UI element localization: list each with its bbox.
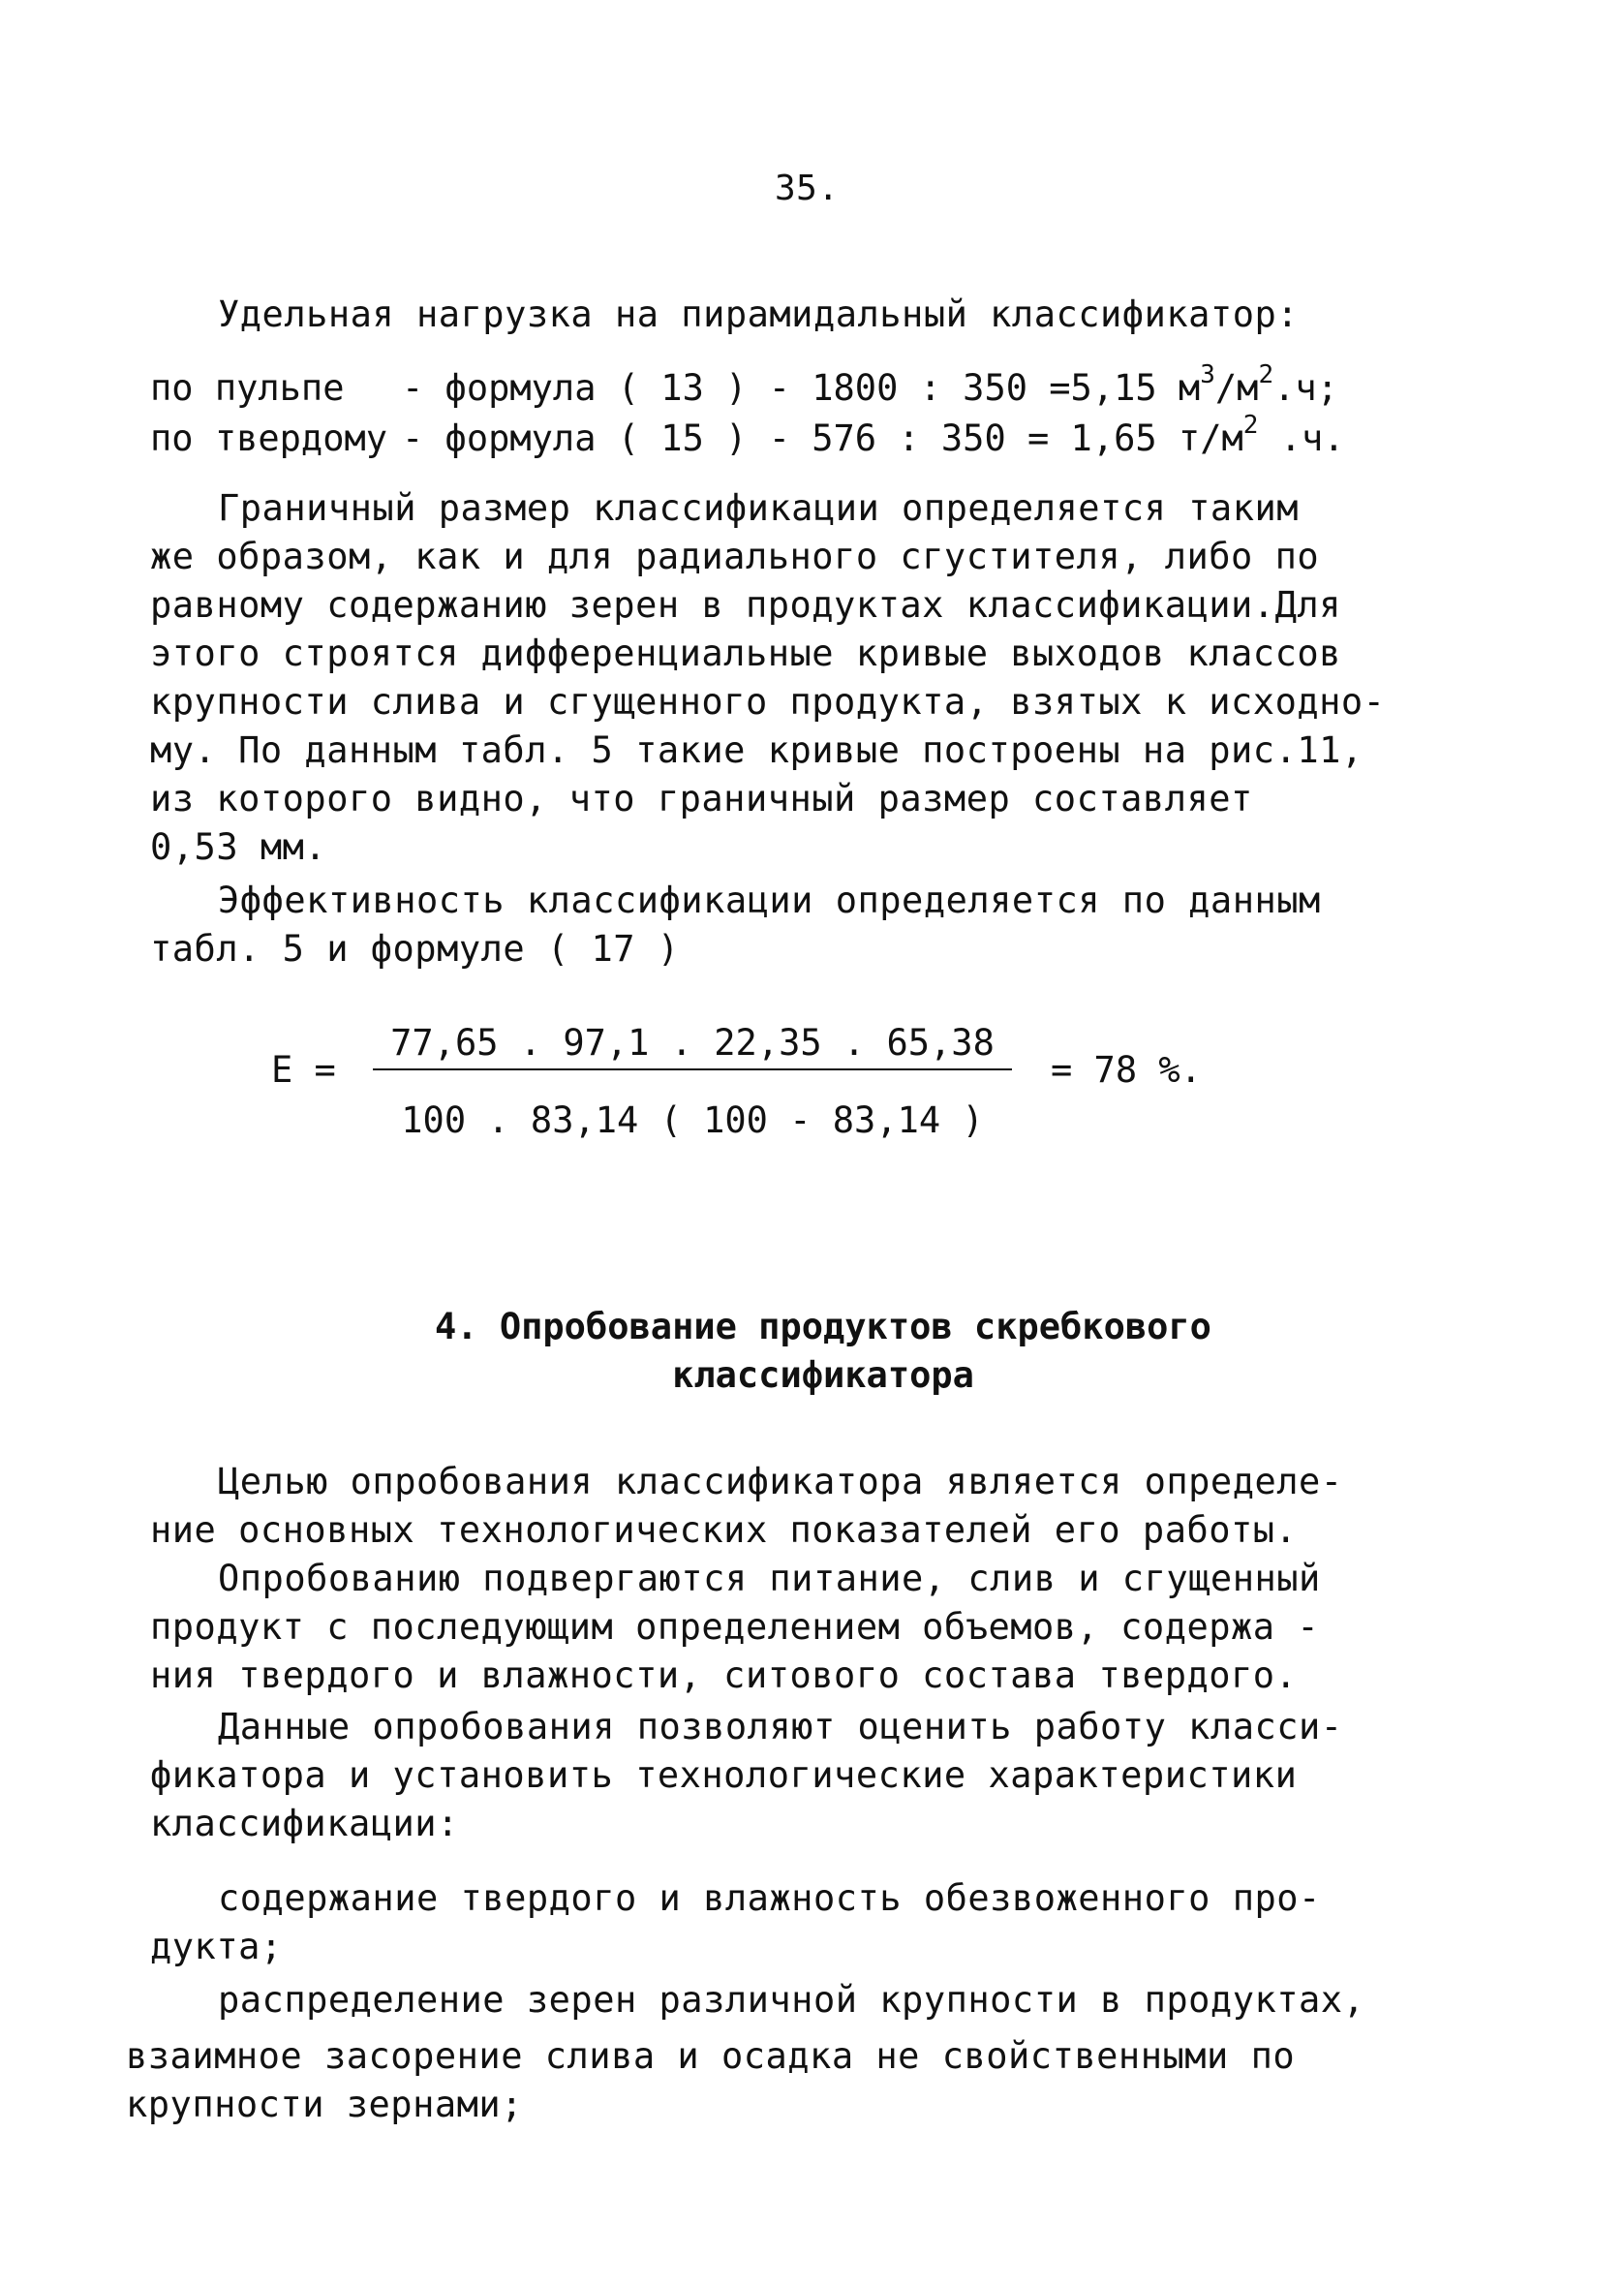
text-line: дукта; — [150, 1926, 283, 1967]
text-line: Эффективность классификации определяется по данным — [218, 880, 1321, 921]
text-line: табл. 5 и формуле ( 17 ) — [150, 928, 680, 970]
load-row-solids — [150, 411, 1345, 463]
text-line: из которого видно, что граничный размер составляет — [150, 778, 1253, 819]
paragraph-efficiency — [150, 877, 1496, 974]
text-line: крупности зернами; — [126, 2084, 523, 2125]
text-line: распределение зерен различной крупности в продуктах, — [218, 1979, 1365, 2021]
load-row-label: по твердому — [150, 417, 388, 459]
text-line: Целью опробования классификатора является определе- — [218, 1461, 1343, 1502]
paragraph-data — [150, 1703, 1496, 1848]
load-row-pulp — [150, 360, 1338, 413]
text-line: ния твердого и влажности, ситового состава твердого. — [150, 1654, 1298, 1696]
text-line: же образом, как и для радиального сгустителя, либо по — [150, 536, 1320, 577]
text-line: взаимное засорение слива и осадка не свойственными по — [126, 2035, 1296, 2077]
formula-denominator: 100 . 83,14 ( 100 - 83,14 ) — [401, 1099, 984, 1141]
load-row-sup: 2 — [1242, 411, 1259, 440]
list-item-distribution — [126, 1976, 1472, 2129]
text-line: продукт с последующим определением объемов, содержа - — [150, 1606, 1320, 1648]
text-line: содержание твердого и влажность обезвоженного про- — [218, 1877, 1321, 1919]
text-line: равному содержанию зерен в продуктах классификации.Для — [150, 584, 1341, 626]
paragraph-goal — [150, 1458, 1496, 1555]
formula-result: = 78 %. — [1051, 1049, 1202, 1091]
load-row-sup: 3 — [1200, 360, 1215, 389]
formula-lhs: E = — [271, 1049, 336, 1091]
load-row-tail: .ч. — [1258, 417, 1345, 459]
text-line: этого строятся дифференциальные кривые выходов классов — [150, 633, 1341, 674]
page-number: 35. — [775, 169, 840, 208]
text-line: классификации: — [150, 1803, 459, 1844]
section-title-line: 4. Опробование продуктов скребкового — [435, 1306, 1211, 1347]
text-line: Опробованию подвергаются питание, слив и сгущенный — [218, 1558, 1321, 1599]
section-title — [150, 1303, 1496, 1400]
paragraph-boundary-size — [150, 484, 1496, 872]
load-row-mid: /м — [1214, 367, 1259, 409]
section-title-line: классификатора — [672, 1354, 974, 1396]
text-line: му. По данным табл. 5 такие кривые построены на рис.11, — [150, 729, 1364, 771]
text-line: Данные опробования позволяют оценить работу класси- — [218, 1706, 1343, 1747]
load-row-label: по пульпе — [150, 367, 345, 409]
specific-load-heading: Удельная нагрузка на пирамидальный классификатор: — [218, 294, 1300, 335]
text-line: ние основных технологических показателей его работы. — [150, 1509, 1298, 1551]
list-item-solids — [150, 1874, 1496, 1971]
text-line: Граничный размер классификации определяется таким — [218, 487, 1300, 529]
text-line: крупности слива и сгущенного продукта, взятых к исходно- — [150, 681, 1386, 723]
load-row-tail: .ч; — [1273, 367, 1338, 409]
text-line: 0,53 мм. — [150, 826, 327, 868]
fraction-bar — [373, 1068, 1012, 1070]
text-line: фикатора и установить технологические характеристики — [150, 1754, 1298, 1796]
load-row-sup: 2 — [1258, 360, 1274, 389]
load-row-formula: - формула ( 15 ) - 576 : 350 = 1,65 т/м — [402, 417, 1243, 459]
load-row-formula: - формула ( 13 ) - 1800 : 350 =5,15 м — [402, 367, 1201, 409]
paragraph-sampling — [150, 1555, 1496, 1700]
formula-numerator: 77,65 . 97,1 . 22,35 . 65,38 — [390, 1022, 995, 1064]
